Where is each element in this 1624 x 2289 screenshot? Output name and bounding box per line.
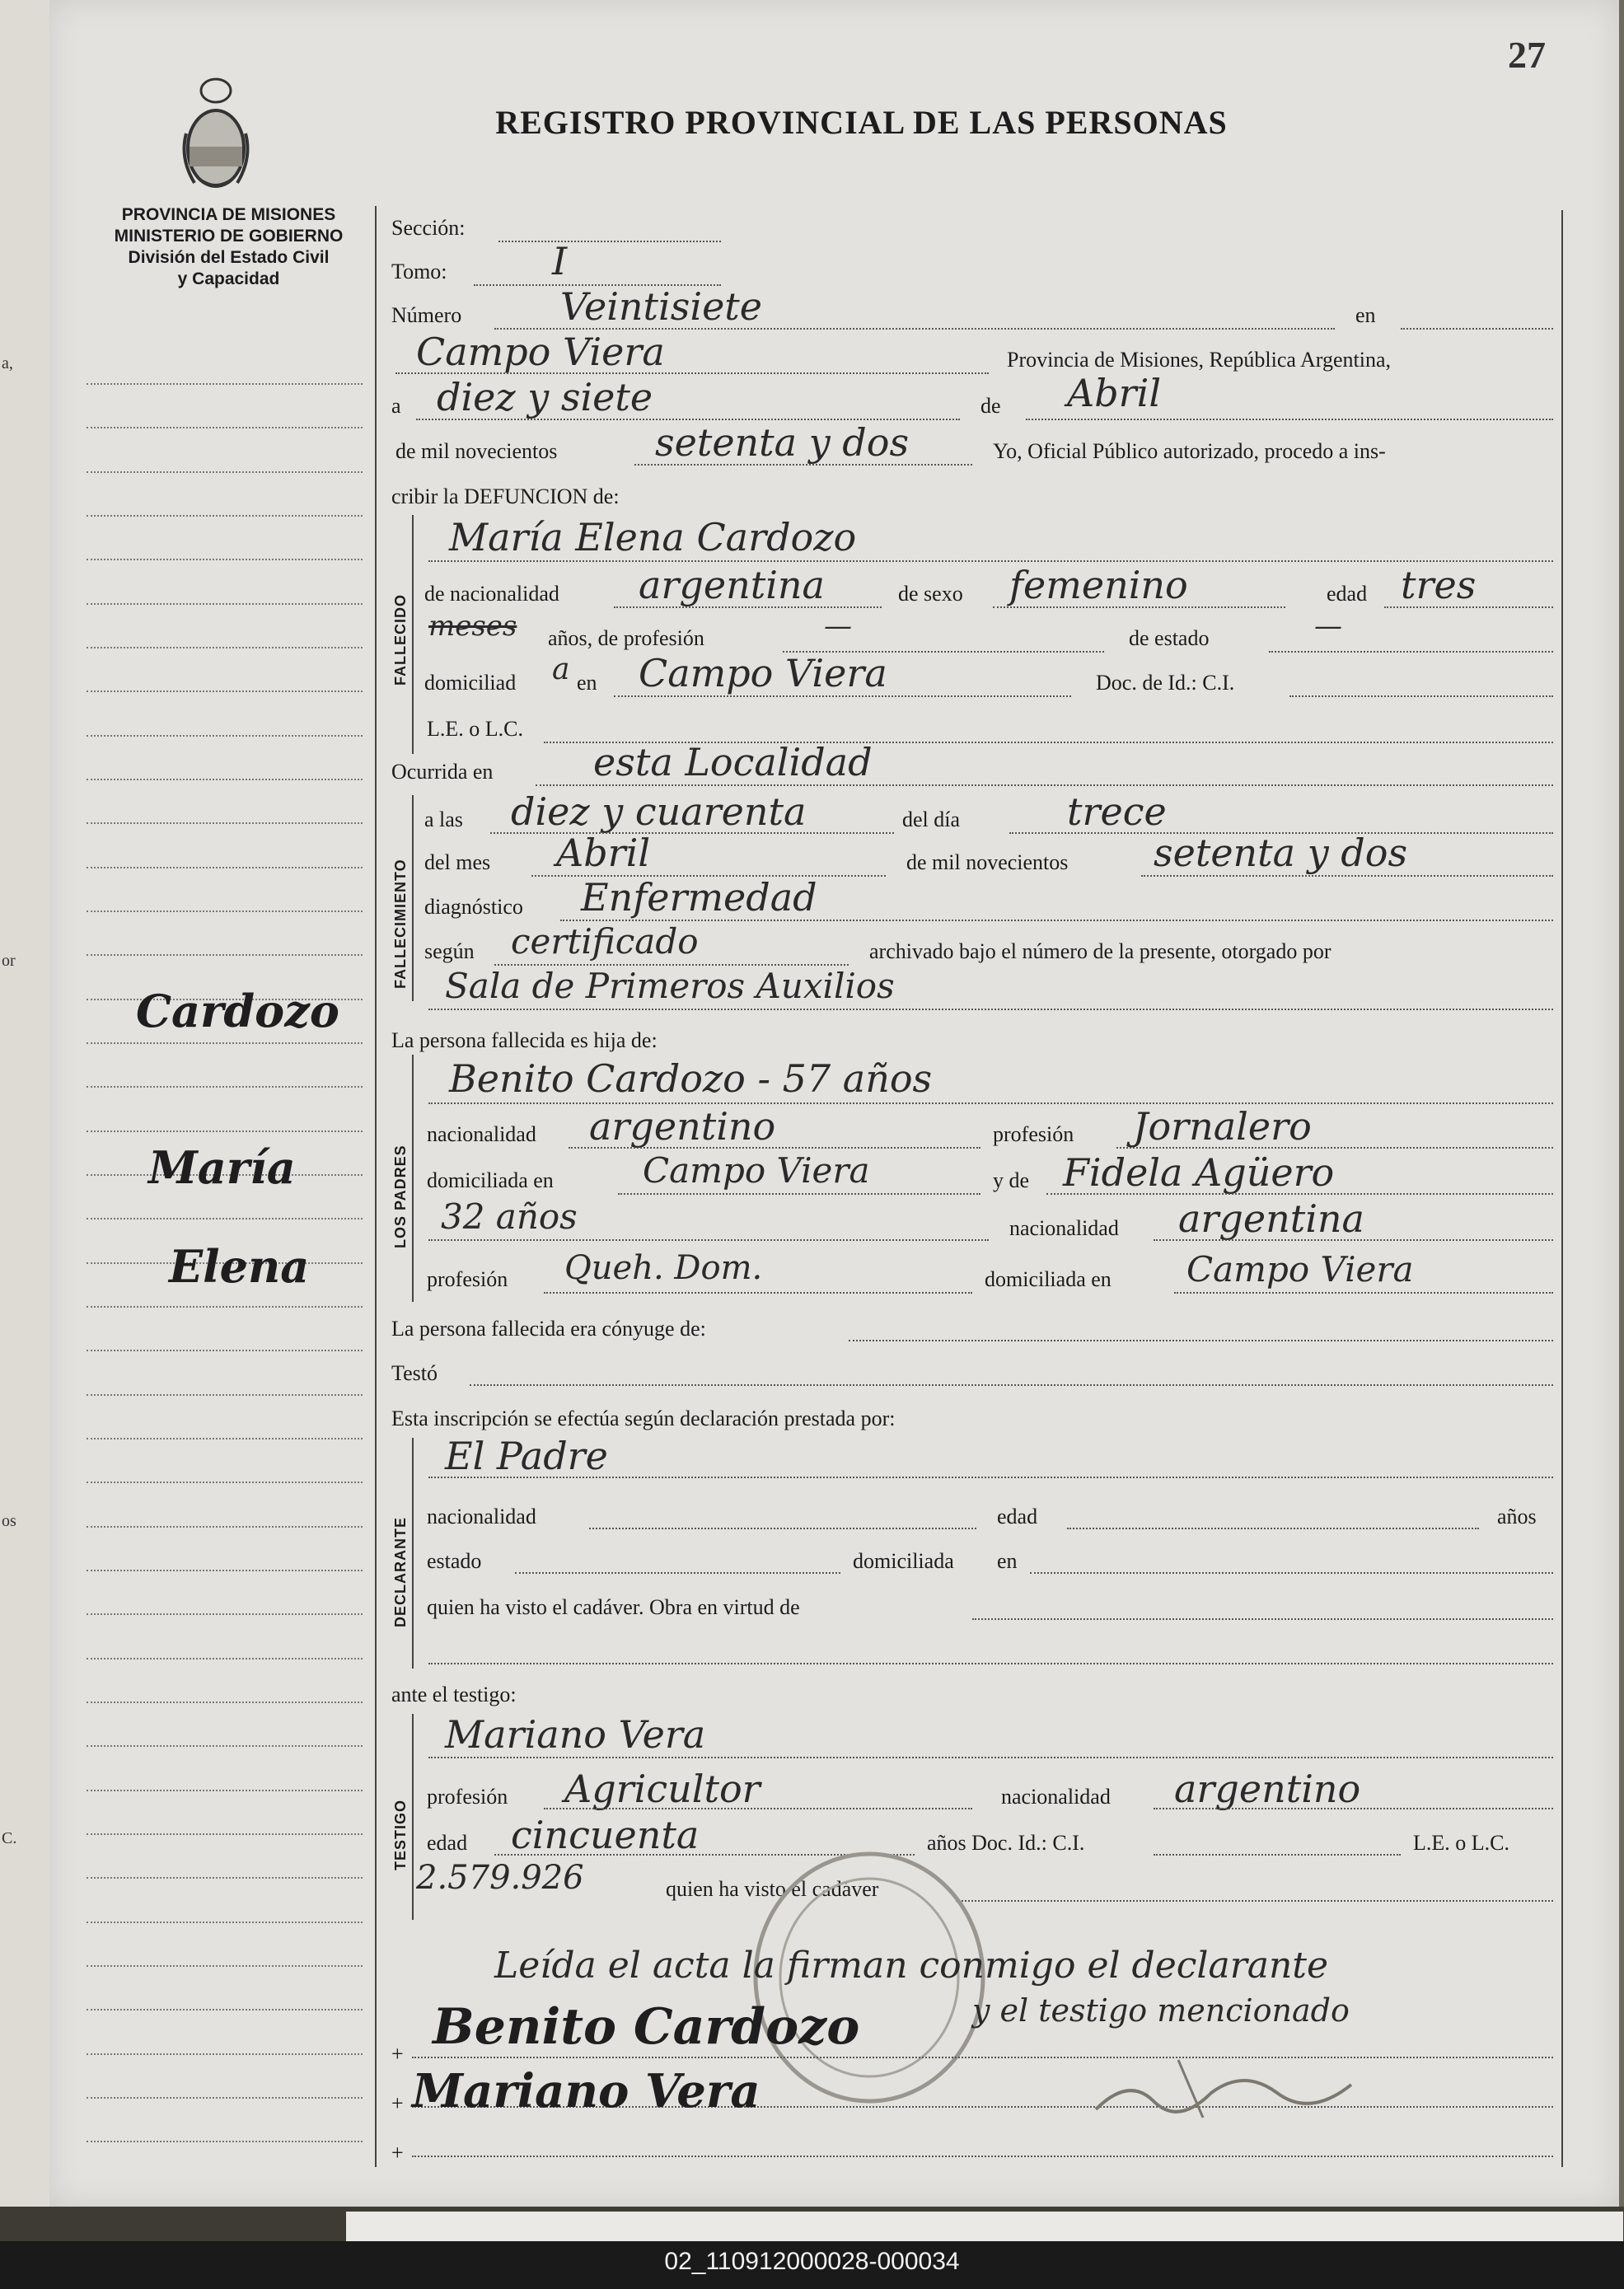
side-label-fallecimiento: FALLECIMIENTO bbox=[392, 859, 409, 989]
label-anos-profesion: años, de profesión bbox=[548, 626, 704, 650]
label-decl-en: en bbox=[997, 1549, 1018, 1573]
page-title: REGISTRO PROVINCIAL DE LAS PERSONAS bbox=[495, 104, 1228, 141]
field-mes: Abril bbox=[1067, 371, 1162, 415]
label-doc-id: Doc. de Id.: C.I. bbox=[1096, 671, 1235, 695]
label-de-mil: de mil novecientos bbox=[395, 439, 558, 463]
label-hija-de: La persona fallecida es hija de: bbox=[391, 1028, 658, 1052]
side-label-testigo: TESTIGO bbox=[392, 1799, 409, 1870]
label-provincia: Provincia de Misiones, República Argentina, bbox=[1007, 348, 1391, 372]
label-visto-cadaver: quien ha visto el cadáver. Obra en virtud de bbox=[427, 1595, 800, 1619]
label-estado: de estado bbox=[1129, 626, 1210, 650]
label-quien-visto: quien ha visto el cadáver bbox=[666, 1877, 879, 1901]
label-oficial: Yo, Oficial Público autorizado, procedo a ins- bbox=[993, 439, 1386, 463]
label-decl-estado: estado bbox=[427, 1549, 482, 1573]
header-line: MINISTERIO DE GOBIERNO bbox=[114, 227, 344, 246]
label-en: en bbox=[1355, 303, 1376, 327]
label-a: a bbox=[391, 394, 401, 418]
left-page-fragment: or bbox=[2, 952, 16, 970]
label-domiciliad: domiciliad bbox=[424, 671, 517, 695]
signature-mark: + bbox=[391, 2141, 404, 2165]
label-padre-prof: profesión bbox=[993, 1122, 1074, 1146]
field-testigo: Mariano Vera bbox=[445, 1712, 706, 1757]
margin-divider bbox=[375, 206, 377, 2167]
label-cribir: cribir la DEFUNCION de: bbox=[391, 484, 620, 508]
field-madre: Fidela Agüero bbox=[1063, 1150, 1335, 1195]
field-anio: setenta y dos bbox=[655, 420, 910, 465]
field-mes-fall: Abril bbox=[556, 831, 651, 875]
label-edad: edad bbox=[1327, 582, 1368, 606]
header-line: y Capacidad bbox=[177, 269, 280, 288]
margin-signature: María bbox=[148, 1141, 296, 1194]
label-y-de: y de bbox=[993, 1168, 1030, 1192]
left-page-fragment: os bbox=[2, 1512, 16, 1530]
label-a-las: a las bbox=[424, 807, 463, 831]
label-ante-testigo: ante el testigo: bbox=[391, 1683, 517, 1706]
field-sexo: femenino bbox=[1009, 563, 1188, 607]
official-signature-scribble bbox=[1079, 2043, 1392, 2134]
side-label-fallecido: FALLECIDO bbox=[392, 594, 409, 686]
field-fallecido: María Elena Cardozo bbox=[449, 515, 857, 559]
label-del-dia: del día bbox=[902, 807, 961, 831]
label-inscripcion: Esta inscripción se efectúa según declaración prestada por: bbox=[391, 1407, 896, 1430]
label-decl-nac: nacionalidad bbox=[427, 1505, 536, 1528]
field-dia: diez y siete bbox=[437, 375, 653, 419]
label-testigo-prof: profesión bbox=[427, 1785, 508, 1809]
field-testigo-nac: argentino bbox=[1174, 1767, 1361, 1811]
label-madre-prof: profesión bbox=[427, 1267, 508, 1291]
field-madre-prof: Queh. Dom. bbox=[564, 1249, 763, 1287]
header-line: División del Estado Civil bbox=[128, 248, 330, 267]
label-testo: Testó bbox=[391, 1361, 438, 1385]
margin-signature: Cardozo bbox=[136, 985, 339, 1037]
field-otorgado: Sala de Primeros Auxilios bbox=[445, 966, 895, 1006]
label-numero: Número bbox=[391, 303, 462, 327]
field-declarante: El Padre bbox=[445, 1434, 608, 1478]
label-decl-edad: edad bbox=[997, 1505, 1038, 1528]
header-block bbox=[87, 204, 371, 290]
closing-note: Leída el acta la firman conmigo el declarante bbox=[494, 1945, 1329, 1987]
field-madre-edad: 32 años bbox=[441, 1196, 578, 1237]
label-tomo: Tomo: bbox=[391, 260, 447, 283]
left-page-edge bbox=[0, 0, 51, 2225]
label-le-o-lc: L.E. o L.C. bbox=[1413, 1831, 1509, 1855]
label-madre-dom: domiciliada en bbox=[985, 1267, 1112, 1291]
label-mil-novecientos: de mil novecientos bbox=[906, 850, 1069, 874]
signature-testigo: Mariano Vera bbox=[412, 2064, 761, 2118]
signature-declarante: Benito Cardozo bbox=[433, 1998, 860, 2056]
field-padre-nac: argentino bbox=[589, 1104, 776, 1149]
field-padre: Benito Cardozo - 57 años bbox=[449, 1056, 933, 1101]
field-segun: certificado bbox=[511, 921, 699, 962]
margin-signature: Elena bbox=[169, 1240, 310, 1293]
label-nacionalidad: de nacionalidad bbox=[424, 582, 559, 606]
label-del-mes: del mes bbox=[424, 850, 491, 874]
field-domicilio-suffix: a bbox=[552, 653, 570, 686]
field-tomo: I bbox=[552, 239, 568, 283]
field-testigo-prof: Agricultor bbox=[564, 1767, 761, 1811]
field-meses: meses bbox=[428, 610, 517, 643]
field-padre-dom: Campo Viera bbox=[643, 1150, 870, 1191]
field-dia-fall: trece bbox=[1067, 789, 1167, 834]
label-decl-dom: domiciliada bbox=[853, 1549, 954, 1573]
left-page-fragment: a, bbox=[2, 354, 13, 372]
label-diagnostico: diagnóstico bbox=[424, 895, 523, 919]
label-madre-nac: nacionalidad bbox=[1009, 1216, 1119, 1240]
label-en-dom: en bbox=[577, 671, 597, 695]
image-caption: 02_110912000028-000034 bbox=[664, 2248, 960, 2275]
field-testigo-edad: cincuenta bbox=[511, 1813, 700, 1857]
field-padre-prof: Jornalero bbox=[1133, 1104, 1312, 1149]
field-domicilio: Campo Viera bbox=[639, 651, 887, 695]
label-seccion: Sección: bbox=[391, 216, 466, 240]
signature-mark: + bbox=[391, 2042, 404, 2066]
label-anos-doc: años Doc. Id.: C.I. bbox=[927, 1831, 1085, 1855]
field-hora: diez y cuarenta bbox=[511, 789, 807, 834]
side-label-declarante: DECLARANTE bbox=[392, 1517, 409, 1627]
page-bottom-edge bbox=[0, 2207, 1624, 2241]
page-number: 27 bbox=[1508, 34, 1546, 76]
label-decl-anos: años bbox=[1497, 1505, 1537, 1528]
field-numero: Veintisiete bbox=[560, 284, 763, 329]
label-testigo-nac: nacionalidad bbox=[1001, 1785, 1111, 1809]
closing-note-2: y el testigo mencionado bbox=[972, 1992, 1350, 2029]
label-le-lc: L.E. o L.C. bbox=[427, 717, 523, 741]
right-border bbox=[1561, 210, 1563, 2167]
label-padre-nac: nacionalidad bbox=[427, 1122, 536, 1146]
field-estado: — bbox=[1314, 610, 1342, 643]
label-archivado: archivado bajo el número de la presente, otorgado por bbox=[869, 939, 1331, 963]
signature-mark: + bbox=[391, 2091, 404, 2115]
field-diagnostico: Enfermedad bbox=[581, 875, 817, 920]
side-label-padres: LOS PADRES bbox=[392, 1144, 409, 1248]
field-madre-nac: argentina bbox=[1178, 1196, 1364, 1241]
field-lugar: Campo Viera bbox=[416, 330, 665, 374]
label-segun: según bbox=[424, 939, 475, 963]
field-nacionalidad: argentina bbox=[639, 563, 825, 607]
label-conyuge: La persona fallecida era cónyuge de: bbox=[391, 1317, 706, 1341]
field-edad: tres bbox=[1401, 563, 1477, 607]
field-madre-dom: Campo Viera bbox=[1186, 1249, 1414, 1290]
label-ocurrida: Ocurrida en bbox=[391, 760, 494, 784]
label-testigo-edad: edad bbox=[427, 1831, 468, 1855]
field-anio-fall: setenta y dos bbox=[1154, 831, 1408, 875]
label-sexo: de sexo bbox=[898, 582, 963, 606]
field-testigo-doc: 2.579.926 bbox=[416, 1859, 584, 1897]
field-ocurrida: esta Localidad bbox=[593, 740, 873, 784]
header-line: PROVINCIA DE MISIONES bbox=[121, 205, 336, 224]
left-page-fragment: C. bbox=[2, 1829, 17, 1847]
field-profesion: — bbox=[824, 610, 852, 643]
label-padre-dom: domiciliada en bbox=[427, 1168, 554, 1192]
label-de: de bbox=[980, 394, 1001, 418]
